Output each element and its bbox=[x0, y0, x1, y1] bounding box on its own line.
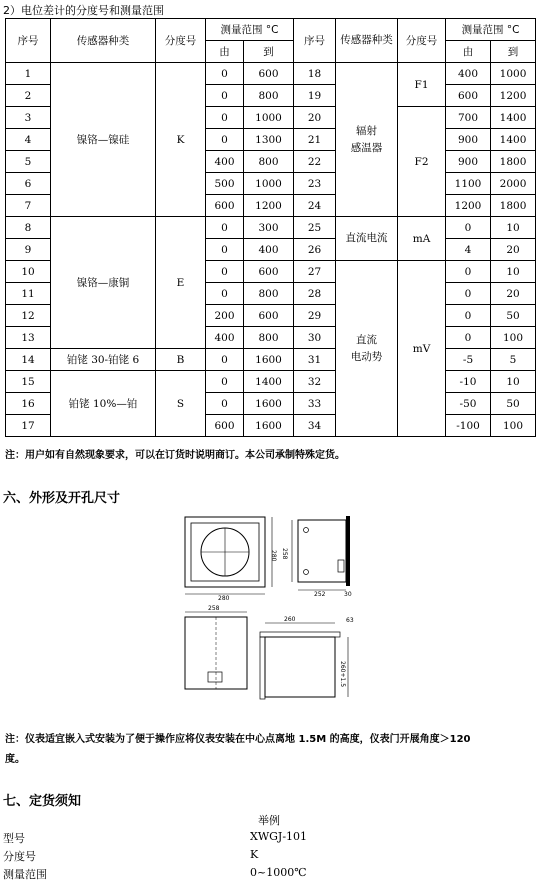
table-row bbox=[6, 349, 536, 371]
range-to-cell-right: 20 bbox=[491, 283, 536, 305]
grade-cell: S bbox=[156, 371, 206, 437]
range-from-cell-right: 0 bbox=[446, 217, 491, 239]
range-from-cell-right: 900 bbox=[446, 151, 491, 173]
dim-flange: 30 bbox=[344, 591, 352, 598]
row-seq-right: 25 bbox=[294, 217, 336, 239]
row-seq: 13 bbox=[6, 327, 51, 349]
header-sensor: 传感器种类 bbox=[51, 19, 156, 63]
order-field-value: 0~1000℃ bbox=[250, 866, 307, 879]
range-to-cell-right: 1800 bbox=[491, 151, 536, 173]
range-to-cell: 800 bbox=[244, 283, 294, 305]
dim-front-width: 280 bbox=[218, 595, 230, 602]
row-seq-right: 30 bbox=[294, 327, 336, 349]
row-seq-right: 24 bbox=[294, 195, 336, 217]
range-to-cell: 600 bbox=[244, 305, 294, 327]
range-to-cell-right: 10 bbox=[491, 261, 536, 283]
table-note: 注：用户如有自然现象要求，可以在订货时说明商订。本公司承制特殊定货。 bbox=[5, 450, 345, 461]
range-to-cell-right: 100 bbox=[491, 415, 536, 437]
range-table bbox=[5, 18, 536, 437]
range-to-cell: 1600 bbox=[244, 415, 294, 437]
range-to-cell: 1300 bbox=[244, 129, 294, 151]
range-to-cell: 800 bbox=[244, 327, 294, 349]
sensor-type-cell-right bbox=[336, 217, 398, 261]
range-to-cell-right: 5 bbox=[491, 349, 536, 371]
range-from-cell: 500 bbox=[206, 173, 244, 195]
grade-cell-right: mA bbox=[398, 217, 446, 261]
range-from-cell: 0 bbox=[206, 349, 244, 371]
sensor-type-cell: 镍铬—镍硅 bbox=[51, 63, 156, 217]
range-from-cell: 600 bbox=[206, 415, 244, 437]
order-field-label: 型号 bbox=[3, 832, 25, 845]
range-to-cell-right: 1800 bbox=[491, 195, 536, 217]
sensor-type-cell: 铂铑 30-铂铑 6 bbox=[51, 349, 156, 371]
grade-cell: B bbox=[156, 349, 206, 371]
grade-cell: K bbox=[156, 63, 206, 217]
row-seq-right: 19 bbox=[294, 85, 336, 107]
header-range-right: 测量范围 °C bbox=[446, 19, 536, 41]
row-seq: 4 bbox=[6, 129, 51, 151]
header-grade-right: 分度号 bbox=[398, 19, 446, 63]
range-to-cell-right: 10 bbox=[491, 371, 536, 393]
row-seq-right: 29 bbox=[294, 305, 336, 327]
range-from-cell-right: -50 bbox=[446, 393, 491, 415]
row-seq-right: 32 bbox=[294, 371, 336, 393]
row-seq-right: 26 bbox=[294, 239, 336, 261]
range-to-cell: 300 bbox=[244, 217, 294, 239]
range-from-cell-right: 1100 bbox=[446, 173, 491, 195]
row-seq: 2 bbox=[6, 85, 51, 107]
header-range: 测量范围 °C bbox=[206, 19, 294, 41]
header-from: 由 bbox=[206, 41, 244, 63]
order-example-heading: 举例 bbox=[258, 814, 280, 827]
section-dimensions-title: 六、外形及开孔尺寸 bbox=[3, 491, 121, 506]
range-from-cell: 0 bbox=[206, 217, 244, 239]
range-to-cell-right: 100 bbox=[491, 327, 536, 349]
row-seq-right: 28 bbox=[294, 283, 336, 305]
row-seq: 8 bbox=[6, 217, 51, 239]
range-to-cell: 1200 bbox=[244, 195, 294, 217]
grade-cell: E bbox=[156, 217, 206, 349]
dim-cutout-height: 260+1.5 bbox=[339, 661, 346, 688]
sensor-type-cell-right bbox=[336, 261, 398, 437]
dim-cutout-offset: 63 bbox=[346, 617, 354, 624]
sensor-type-line1: 直流 bbox=[356, 333, 378, 346]
sensor-type-line1: 辐射 bbox=[356, 124, 378, 137]
sensor-type-line1: 直流电流 bbox=[345, 232, 388, 245]
range-from-cell-right: -5 bbox=[446, 349, 491, 371]
row-seq: 17 bbox=[6, 415, 51, 437]
row-seq-right: 31 bbox=[294, 349, 336, 371]
range-from-cell: 0 bbox=[206, 371, 244, 393]
panel-cutout bbox=[265, 637, 335, 697]
range-from-cell-right: 0 bbox=[446, 327, 491, 349]
range-from-cell: 0 bbox=[206, 283, 244, 305]
range-from-cell-right: 0 bbox=[446, 283, 491, 305]
range-to-cell: 1000 bbox=[244, 173, 294, 195]
header-grade: 分度号 bbox=[156, 19, 206, 63]
sensor-type-cell: 铂铑 10%—铂 bbox=[51, 371, 156, 437]
table-row bbox=[6, 63, 536, 85]
range-to-cell: 800 bbox=[244, 151, 294, 173]
range-from-cell: 0 bbox=[206, 107, 244, 129]
range-from-cell-right: 1200 bbox=[446, 195, 491, 217]
row-seq-right: 33 bbox=[294, 393, 336, 415]
side-view-flange bbox=[346, 516, 350, 586]
header-to: 到 bbox=[244, 41, 294, 63]
range-from-cell: 0 bbox=[206, 129, 244, 151]
range-from-cell: 0 bbox=[206, 63, 244, 85]
range-to-cell-right: 50 bbox=[491, 393, 536, 415]
header-seq-right: 序号 bbox=[294, 19, 336, 63]
range-to-cell: 600 bbox=[244, 261, 294, 283]
row-seq-right: 34 bbox=[294, 415, 336, 437]
row-seq-right: 27 bbox=[294, 261, 336, 283]
order-field-label: 分度号 bbox=[3, 850, 36, 863]
dimension-drawing bbox=[180, 512, 380, 712]
range-from-cell-right: -100 bbox=[446, 415, 491, 437]
installation-note-line1: 注：仪表适宜嵌入式安装为了便于操作应将仪表安装在中心点离地 1.5M 的高度，仪表门开展角度＞120 bbox=[5, 734, 471, 745]
range-from-cell: 400 bbox=[206, 327, 244, 349]
row-seq-right: 20 bbox=[294, 107, 336, 129]
range-from-cell: 0 bbox=[206, 393, 244, 415]
section-order-title: 七、定货须知 bbox=[3, 794, 82, 809]
dim-side-depth: 252 bbox=[314, 591, 326, 598]
range-from-cell-right: 900 bbox=[446, 129, 491, 151]
installation-note-line2: 度。 bbox=[5, 754, 25, 765]
header-sensor-right: 传感器种类 bbox=[336, 19, 398, 63]
range-to-cell-right: 20 bbox=[491, 239, 536, 261]
grade-cell-right: mV bbox=[398, 261, 446, 437]
side-view-outline bbox=[298, 520, 346, 582]
order-field-value: XWGJ-101 bbox=[250, 830, 308, 843]
range-from-cell-right: 700 bbox=[446, 107, 491, 129]
dim-cutout-width: 260 bbox=[284, 616, 296, 623]
row-seq: 12 bbox=[6, 305, 51, 327]
range-to-cell-right: 50 bbox=[491, 305, 536, 327]
range-to-cell: 600 bbox=[244, 63, 294, 85]
table-row bbox=[6, 371, 536, 393]
range-to-cell-right: 2000 bbox=[491, 173, 536, 195]
row-seq: 1 bbox=[6, 63, 51, 85]
sensor-type-line2: 感温器 bbox=[350, 141, 383, 154]
row-seq-right: 21 bbox=[294, 129, 336, 151]
range-from-cell: 200 bbox=[206, 305, 244, 327]
range-from-cell-right: 4 bbox=[446, 239, 491, 261]
range-from-cell: 0 bbox=[206, 239, 244, 261]
range-from-cell: 0 bbox=[206, 85, 244, 107]
range-to-cell: 1000 bbox=[244, 107, 294, 129]
row-seq: 9 bbox=[6, 239, 51, 261]
range-from-cell: 600 bbox=[206, 195, 244, 217]
sensor-type-line2: 电动势 bbox=[350, 350, 383, 363]
range-to-cell: 800 bbox=[244, 85, 294, 107]
range-from-cell-right: 0 bbox=[446, 305, 491, 327]
range-from-cell: 0 bbox=[206, 261, 244, 283]
range-table-body bbox=[6, 19, 536, 437]
order-field-value: K bbox=[250, 848, 259, 861]
header-seq: 序号 bbox=[6, 19, 51, 63]
header-from-right: 由 bbox=[446, 41, 491, 63]
range-to-cell: 400 bbox=[244, 239, 294, 261]
sensor-type-cell: 镍铬—康铜 bbox=[51, 217, 156, 349]
grade-cell-right: F1 bbox=[398, 63, 446, 107]
range-to-cell-right: 1200 bbox=[491, 85, 536, 107]
range-to-cell: 1600 bbox=[244, 393, 294, 415]
dim-side-height: 258 bbox=[281, 548, 288, 560]
row-seq: 14 bbox=[6, 349, 51, 371]
range-to-cell-right: 1400 bbox=[491, 129, 536, 151]
row-seq: 15 bbox=[6, 371, 51, 393]
row-seq-right: 18 bbox=[294, 63, 336, 85]
table-caption: 2）电位差计的分度号和测量范围 bbox=[3, 4, 164, 17]
row-seq: 7 bbox=[6, 195, 51, 217]
range-to-cell-right: 1400 bbox=[491, 107, 536, 129]
row-seq: 11 bbox=[6, 283, 51, 305]
row-seq-right: 23 bbox=[294, 173, 336, 195]
dim-rear-width: 258 bbox=[208, 605, 220, 612]
range-from-cell-right: 600 bbox=[446, 85, 491, 107]
row-seq: 6 bbox=[6, 173, 51, 195]
range-from-cell-right: 400 bbox=[446, 63, 491, 85]
dim-front-height: 280 bbox=[270, 550, 277, 562]
row-seq: 3 bbox=[6, 107, 51, 129]
range-from-cell-right: -10 bbox=[446, 371, 491, 393]
row-seq: 10 bbox=[6, 261, 51, 283]
order-field-label: 测量范围 bbox=[3, 868, 47, 881]
range-from-cell: 400 bbox=[206, 151, 244, 173]
row-seq-right: 22 bbox=[294, 151, 336, 173]
range-to-cell: 1400 bbox=[244, 371, 294, 393]
table-header-row bbox=[6, 19, 536, 41]
sensor-type-cell-right bbox=[336, 63, 398, 217]
row-seq: 5 bbox=[6, 151, 51, 173]
table-row bbox=[6, 217, 536, 239]
range-to-cell-right: 10 bbox=[491, 217, 536, 239]
header-to-right: 到 bbox=[491, 41, 536, 63]
range-to-cell-right: 1000 bbox=[491, 63, 536, 85]
row-seq: 16 bbox=[6, 393, 51, 415]
range-from-cell-right: 0 bbox=[446, 261, 491, 283]
range-to-cell: 1600 bbox=[244, 349, 294, 371]
grade-cell-right: F2 bbox=[398, 107, 446, 217]
